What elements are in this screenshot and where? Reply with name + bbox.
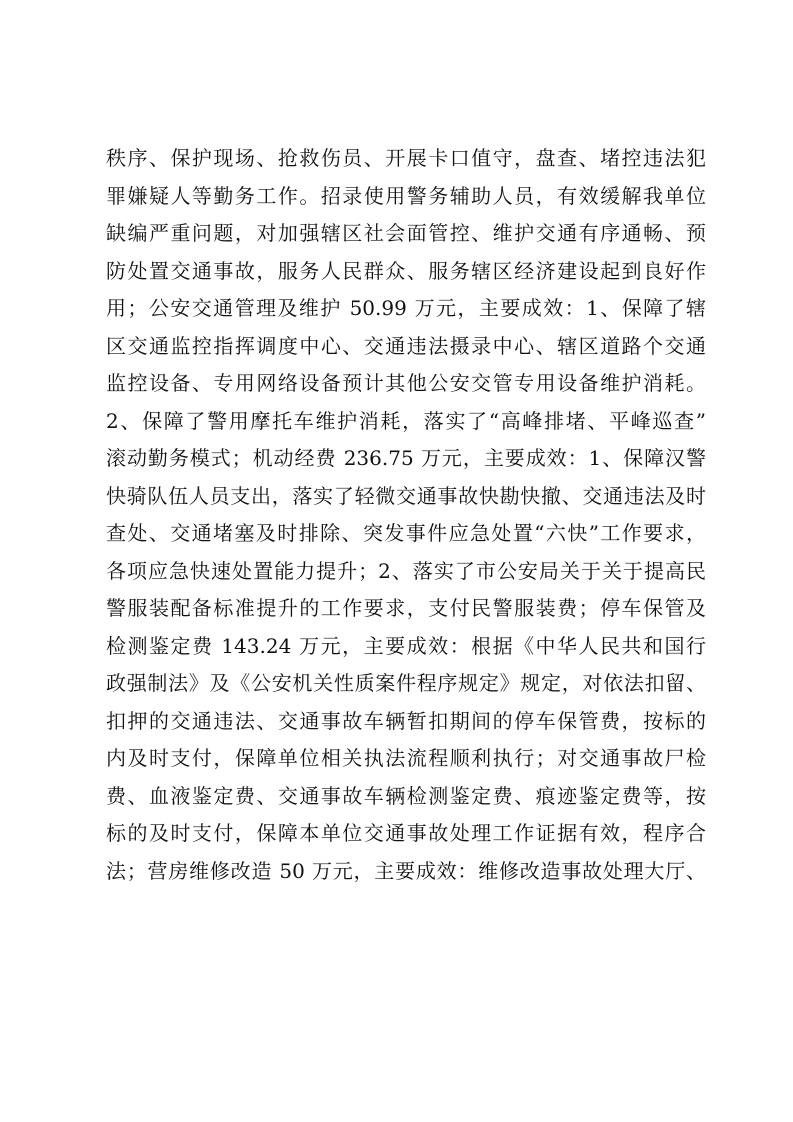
text-line: 秩序、保护现场、抢救伤员、开展卡口值守，盘查、堵控违法犯	[106, 146, 706, 170]
text-line: 查处、交通堵塞及时排除、突发事件应急处置“六快”工作要求，	[106, 521, 706, 545]
text-line: 检测鉴定费 143.24 万元，主要成效：根据《中华人民共和国行	[106, 633, 706, 658]
text-line: 防处置交通事故，服务人民群众、服务辖区经济建设起到良好作	[106, 258, 706, 283]
text-line: 区交通监控指挥调度中心、交通违法摄录中心、辖区道路个交通	[106, 333, 706, 358]
body-text	[106, 140, 706, 890]
text-line: 罪嫌疑人等勤务工作。招录使用警务辅助人员，有效缓解我单位	[106, 183, 706, 208]
text-line: 缺编严重问题，对加强辖区社会面管控、维护交通有序通畅、预	[106, 221, 706, 245]
text-line: 警服装配备标准提升的工作要求，支付民警服装费；停车保管及	[106, 596, 706, 620]
text-line: 2、保障了警用摩托车维护消耗，落实了“高峰排堵、平峰巡查”	[106, 408, 706, 433]
text-line: 费、血液鉴定费、交通事故车辆检测鉴定费、痕迹鉴定费等，按	[106, 783, 706, 808]
text-line: 扣押的交通违法、交通事故车辆暂扣期间的停车保管费，按标的	[106, 708, 706, 733]
text-line: 用；公安交通管理及维护 50.99 万元，主要成效：1、保障了辖	[106, 296, 706, 320]
text-line: 政强制法》及《公安机关性质案件程序规定》规定，对依法扣留、	[106, 671, 706, 695]
text-line: 监控设备、专用网络设备预计其他公安交管专用设备维护消耗。	[106, 371, 706, 395]
text-line: 标的及时支付，保障本单位交通事故处理工作证据有效，程序合	[106, 821, 706, 845]
text-line: 滚动勤务模式；机动经费 236.75 万元，主要成效：1、保障汉警	[106, 446, 706, 470]
text-line: 内及时支付，保障单位相关执法流程顺利执行；对交通事故尸检	[106, 746, 706, 770]
text-line: 各项应急快速处置能力提升；2、落实了市公安局关于关于提高民	[106, 558, 706, 583]
text-line: 法；营房维修改造 50 万元，主要成效：维修改造事故处理大厅、	[106, 858, 706, 883]
text-line: 快骑队伍人员支出，落实了轻微交通事故快勘快撤、交通违法及时	[106, 483, 706, 508]
